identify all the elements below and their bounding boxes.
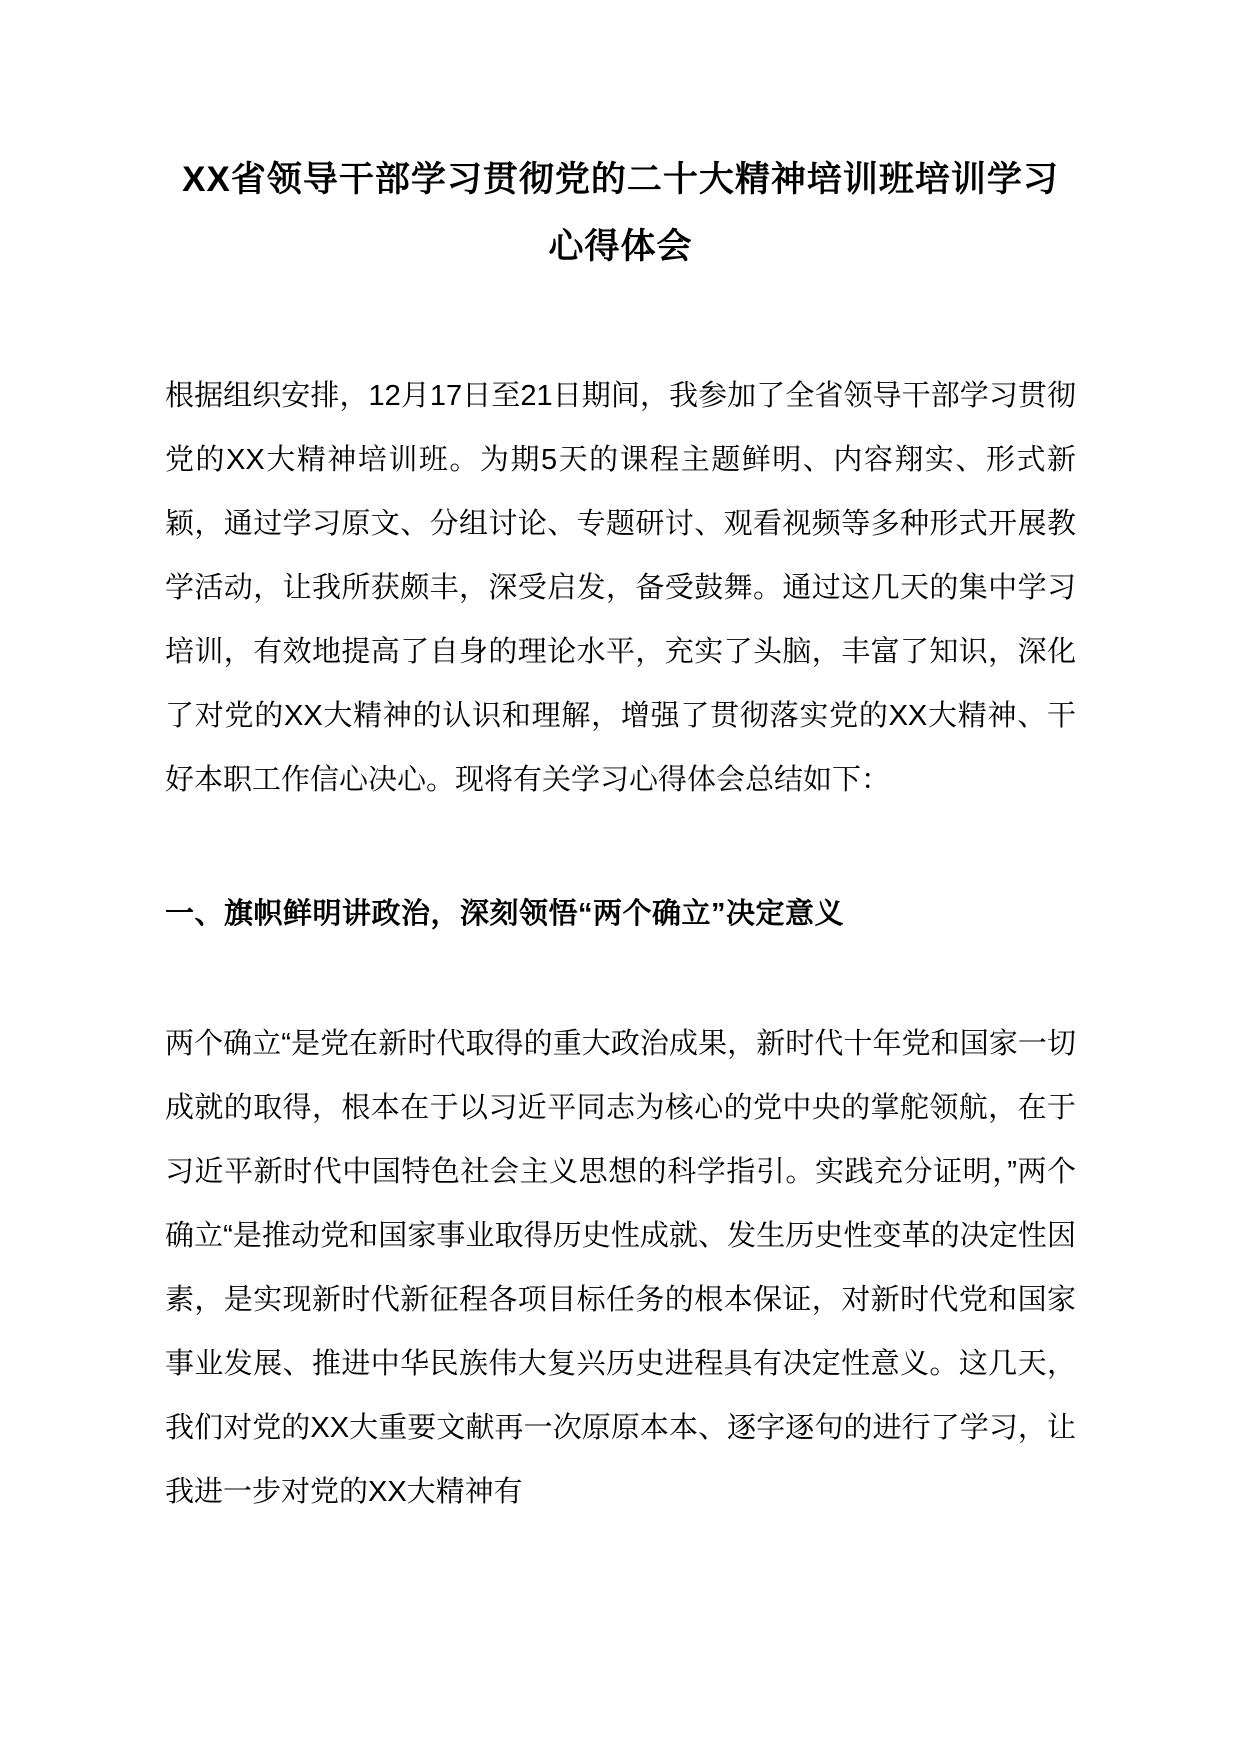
section-heading-1: 一、旗帜鲜明讲政治，深刻领悟“两个确立”决定意义 — [165, 898, 845, 930]
paragraph-section-1-body: 两个确立“是党在新时代取得的重大政治成果，新时代十年党和国家一切成就的取得，根本在于以习近平同志为核心的党中央的掌舵领航，在于习近平新时代中国特色社会主义思想的科学指引。实践充分证明，”两个确立“是推动党和国家事业取得历史性成就、发生历史性变革的决定性因素，是实现新时代新征程各项目标任务的根本保证，对新时代党和国家事业发展、推进中华民族伟大复兴历史进程具有决定性意义。这几天，我们对党的XX大重要文献再一次原原本本、逐字逐句的进行了学习，让我进一步对党的XX大精神有 — [165, 1028, 1076, 1508]
paragraph-introduction: 根据组织安排，12月17日至21日期间，我参加了全省领导干部学习贯彻党的XX大精神培训班。为期5天的课程主题鲜明、内容翔实、形式新颖，通过学习原文、分组讨论、专题研讨、观看视频等多种形式开展教学活动，让我所获颇丰，深受启发，备受鼓舞。通过这几天的集中学习培训，有效地提高了自身的理论水平，充实了头脑，丰富了知识，深化了对党的XX大精神的认识和理解，增强了贯彻落实党的XX大精神、干好本职工作信心决心。现将有关学习心得体会总结如下： — [165, 380, 1076, 796]
document-title: XX省领导干部学习贯彻党的二十大精神培训班培训学习心得体会 — [182, 160, 1059, 266]
